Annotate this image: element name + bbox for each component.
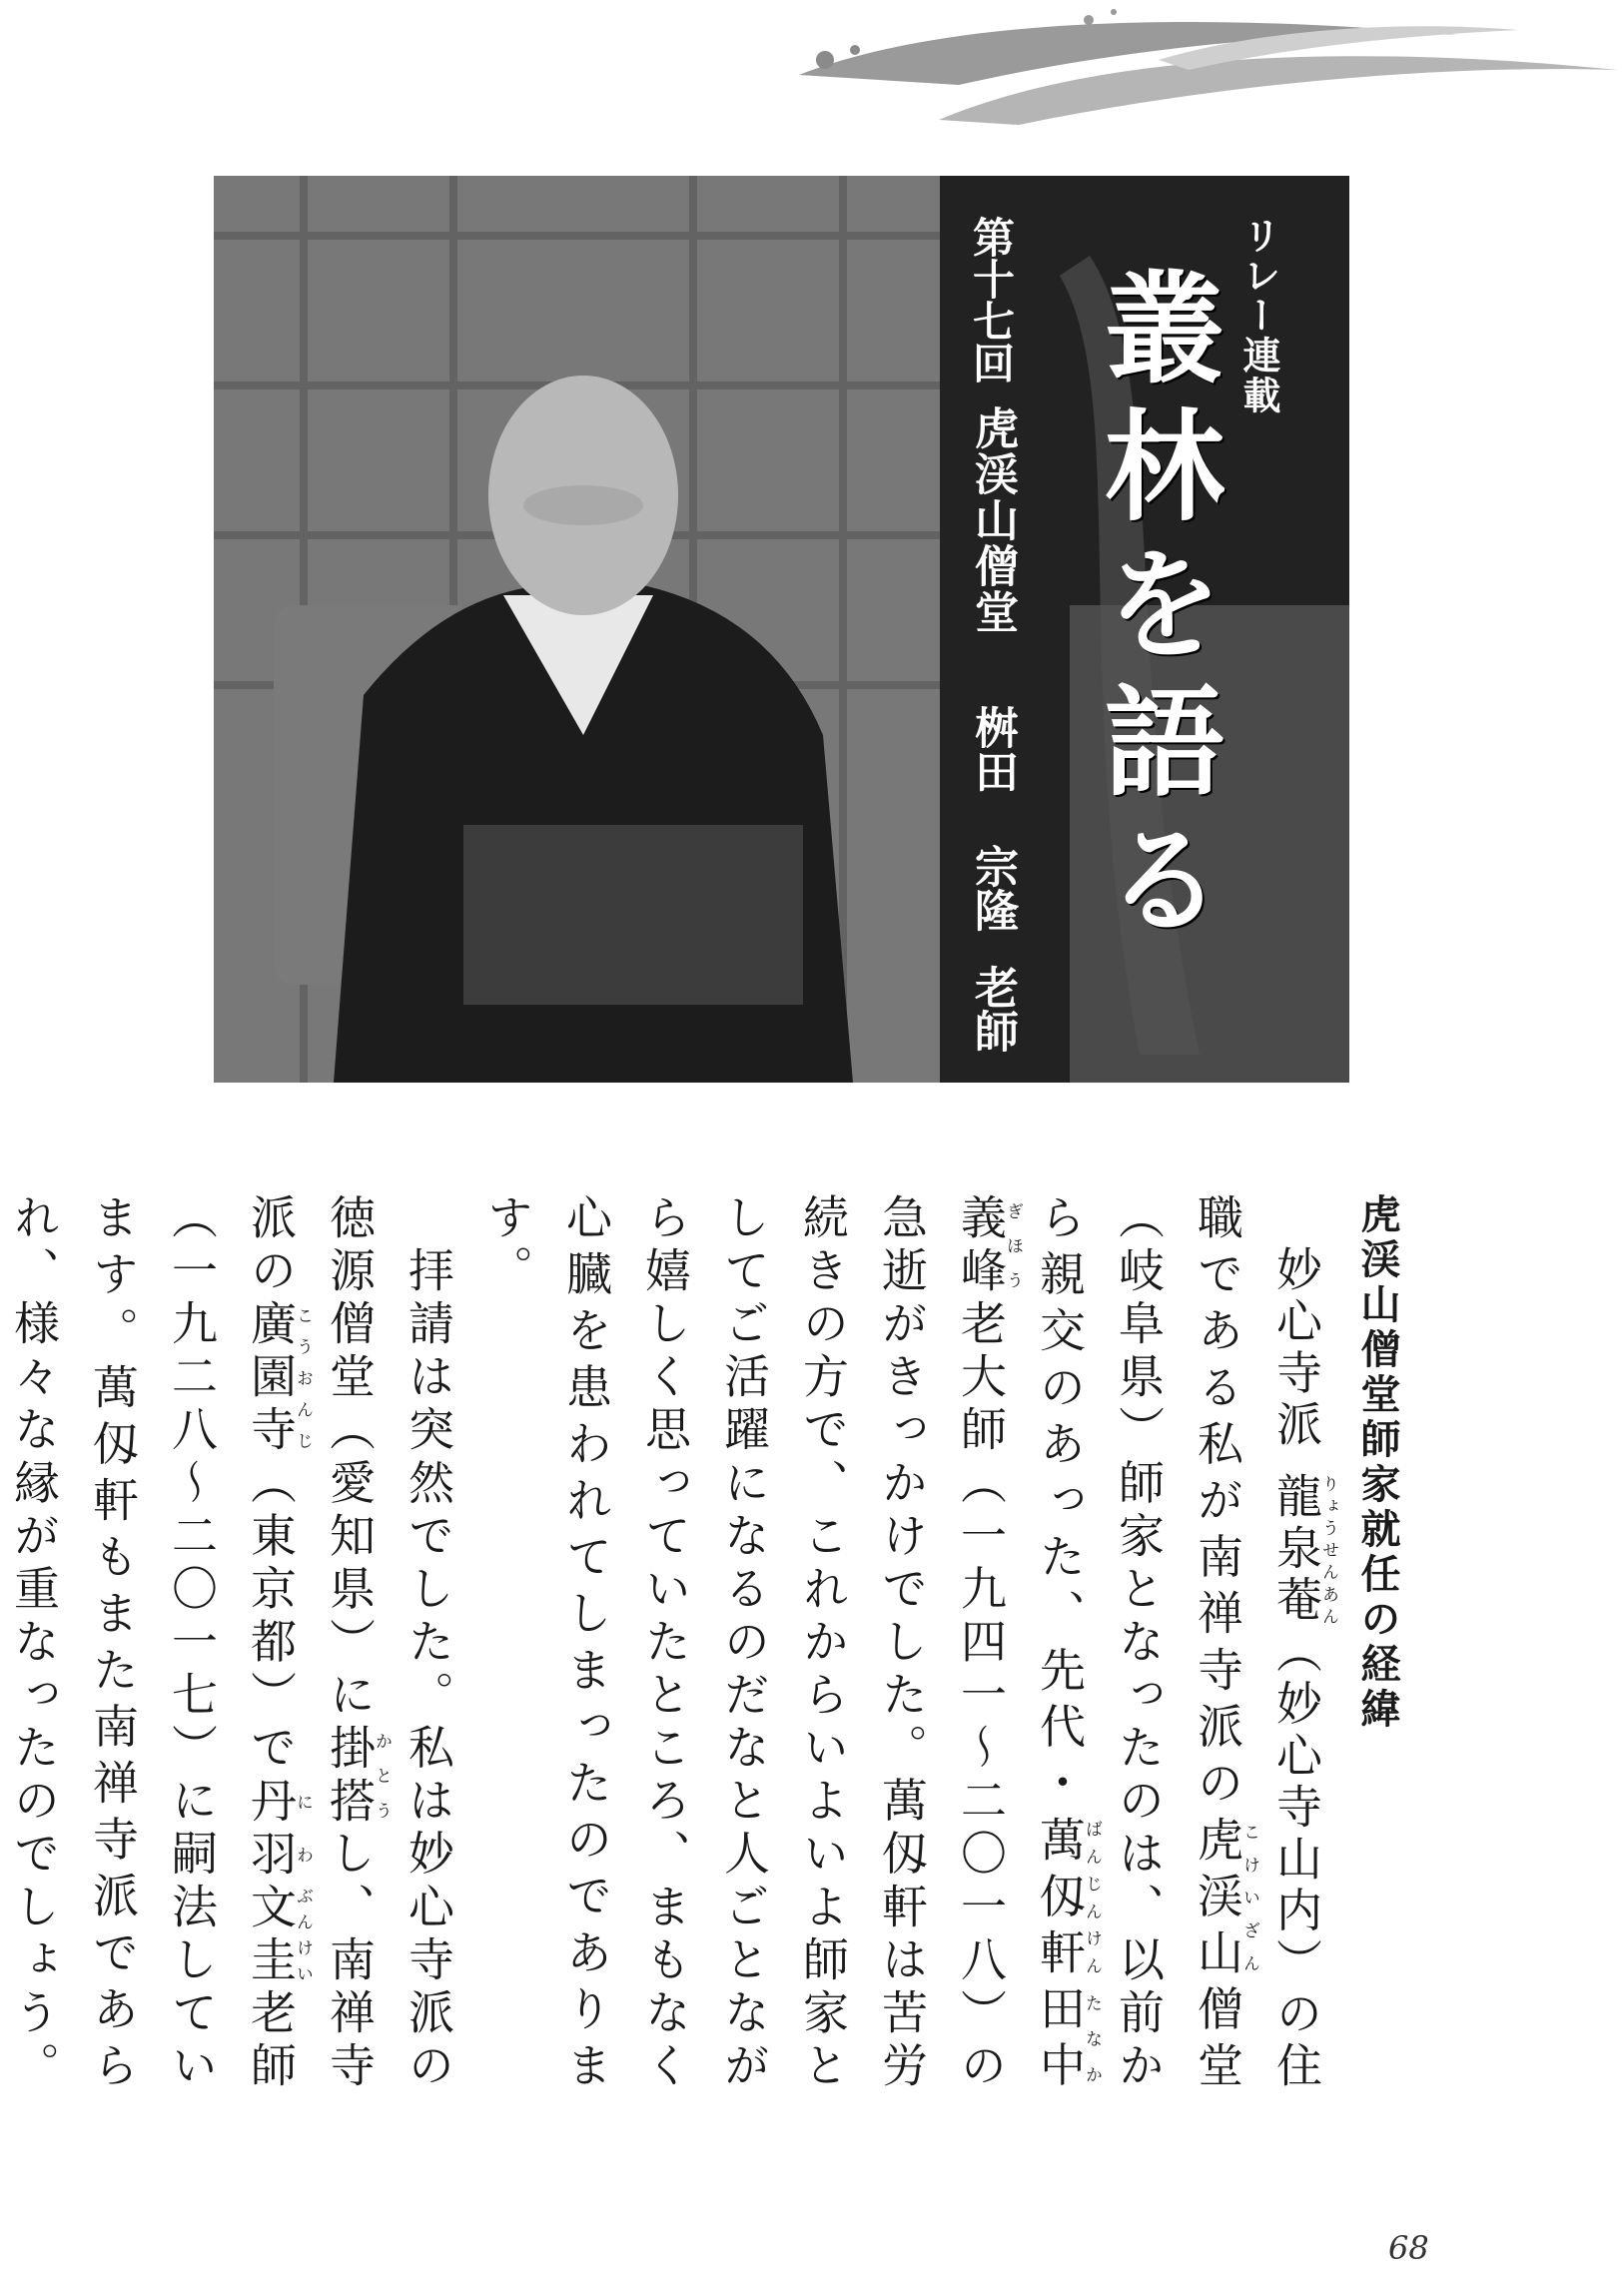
paragraph — [467, 1193, 1337, 2092]
brush-stroke-decoration — [759, 0, 1624, 140]
hero-banner — [214, 176, 1349, 1083]
roshi-title: 老師 — [967, 965, 1018, 1053]
ruby-word: 義峰ぎほう — [954, 1193, 1023, 1300]
text-run: 拝請は突然でした。私は妙心寺派の徳源僧堂（愛知県）に — [323, 1193, 455, 2092]
ruby-word: 文圭ぶんけい — [244, 1882, 313, 1988]
text-run: （東京都）で — [244, 1458, 298, 1777]
section-heading: 虎渓山僧堂師家就任の経緯 — [1354, 1193, 1400, 1733]
text-run: 老師（一九二八～二〇一七）に嗣法しています。萬仭軒もまた南禅寺派であられ、様々な縁が重なったのでしょう。 — [7, 1193, 298, 2092]
text-run: 老大師（一九四一～二〇一八）の急逝がきっかけでした。萬仭軒は苦労続きの方で、これからいよいよ師家としてご活躍になるのだなと人ごとながら嬉しく思っていたところ、まもなく心臓を患われてしまったのであります。 — [480, 1193, 1008, 2092]
issue-number: 第十七回 — [967, 216, 1016, 383]
page-number: 68 — [1388, 2229, 1429, 2267]
text-run: 妙心寺派 — [1269, 1244, 1323, 1473]
ruby-word: 虎渓山こけいざん — [1191, 1815, 1259, 1985]
ruby-word: 龍泉菴りょうせんあん — [1269, 1472, 1338, 1628]
ruby-word: 萬仭軒ばんじんけん — [1033, 1815, 1102, 1985]
roshi-name: 桝田 宗隆 — [967, 705, 1018, 932]
sodo-name: 虎渓山僧堂 — [967, 405, 1018, 635]
ruby-word: 田中たなか — [1033, 1984, 1102, 2093]
ruby-word: 丹羽にわ — [244, 1776, 313, 1883]
series-label: リレー連載 — [1236, 216, 1280, 415]
text-run: し、南禅寺派の — [244, 1193, 377, 2092]
text-run: 僧堂（岐阜県）師家となったのは、以前から親交のあった、先代・ — [1033, 1193, 1244, 2093]
portrait-photo — [214, 176, 940, 1083]
paragraph — [0, 1193, 467, 2092]
text-run: （妙心寺山内）の住職である私が南禅寺派の — [1191, 1193, 1323, 2093]
series-title: 叢林を語る — [1085, 266, 1225, 955]
title-panel — [940, 176, 1349, 1083]
ruby-word: 掛搭かとう — [323, 1723, 392, 1830]
article-body — [7, 1193, 1416, 2093]
ruby-word: 廣園寺こうおんじ — [244, 1299, 313, 1459]
